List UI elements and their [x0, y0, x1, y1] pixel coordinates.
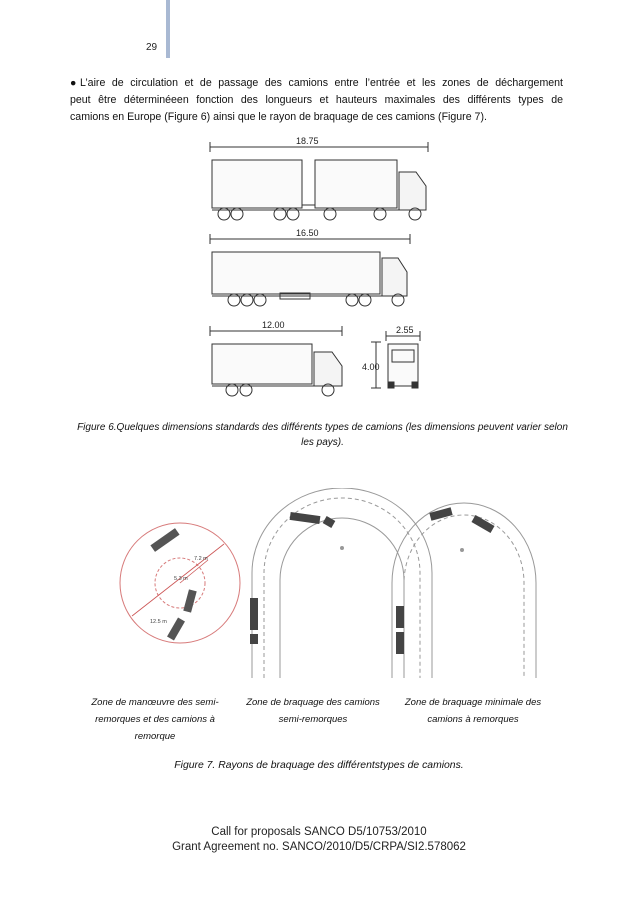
- body-line-2: peut être déterminéeen fonction des longueurs et hauteurs maximales des différents types de: [70, 94, 563, 106]
- footer-line-1: Call for proposals SANCO D5/10753/2010: [211, 826, 427, 838]
- trailer-truck-turning-zone: [392, 503, 536, 678]
- figure-6-caption: Figure 6.Quelques dimensions standards des différents types de camions (les dimensions peuvent varier selon les pays).: [77, 422, 568, 448]
- dim-label-height: 4.00: [362, 362, 380, 372]
- zone-label-semi-trailer: Zone de braquage des camions semi-remorques: [246, 697, 380, 725]
- semi-trailer-turning-zone: [252, 488, 432, 678]
- radius-label-inner: 5.3 m: [174, 576, 188, 582]
- figure-7-turning-radius: [112, 488, 542, 678]
- radius-label-mid: 7.2 m: [194, 556, 208, 562]
- zone-label-trailer-truck: Zone de braquage minimale des camions à remorques: [404, 697, 542, 725]
- rigid-truck-drawing: [210, 326, 342, 396]
- figure-6-truck-dimensions: [200, 130, 440, 410]
- figure-7-caption: Figure 7. Rayons de braquage des différentstypes de camions.: [174, 760, 464, 771]
- dim-label-rigid: 12.00: [262, 320, 285, 330]
- footer: [0, 825, 638, 855]
- footer-line-2: Grant Agreement no. SANCO/2010/D5/CRPA/SI2.578062: [172, 841, 466, 853]
- dim-label-truck-trailer: 18.75: [296, 136, 319, 146]
- radius-label-outer: 12.5 m: [150, 619, 167, 625]
- header-rule: [166, 0, 170, 58]
- truck-front-view-drawing: [371, 331, 420, 388]
- zone-label-maneuver: Zone de manœuvre des semi-remorques et des camions à remorque: [91, 697, 219, 742]
- maneuver-zone-circle: [120, 523, 240, 643]
- truck-trailer-drawing: [210, 142, 428, 220]
- dim-label-width: 2.55: [396, 325, 414, 335]
- page-number: 29: [146, 42, 158, 53]
- semi-trailer-drawing: [210, 234, 410, 306]
- body-line-3: camions en Europe (Figure 6) ainsi que le rayon de braquage de ces camions (Figure 7).: [70, 111, 487, 123]
- body-paragraph: [70, 75, 563, 126]
- body-line-1: ●L’aire de circulation et de passage des camions entre l’entrée et les zones de déchargement: [70, 77, 563, 89]
- dim-label-semi: 16.50: [296, 228, 319, 238]
